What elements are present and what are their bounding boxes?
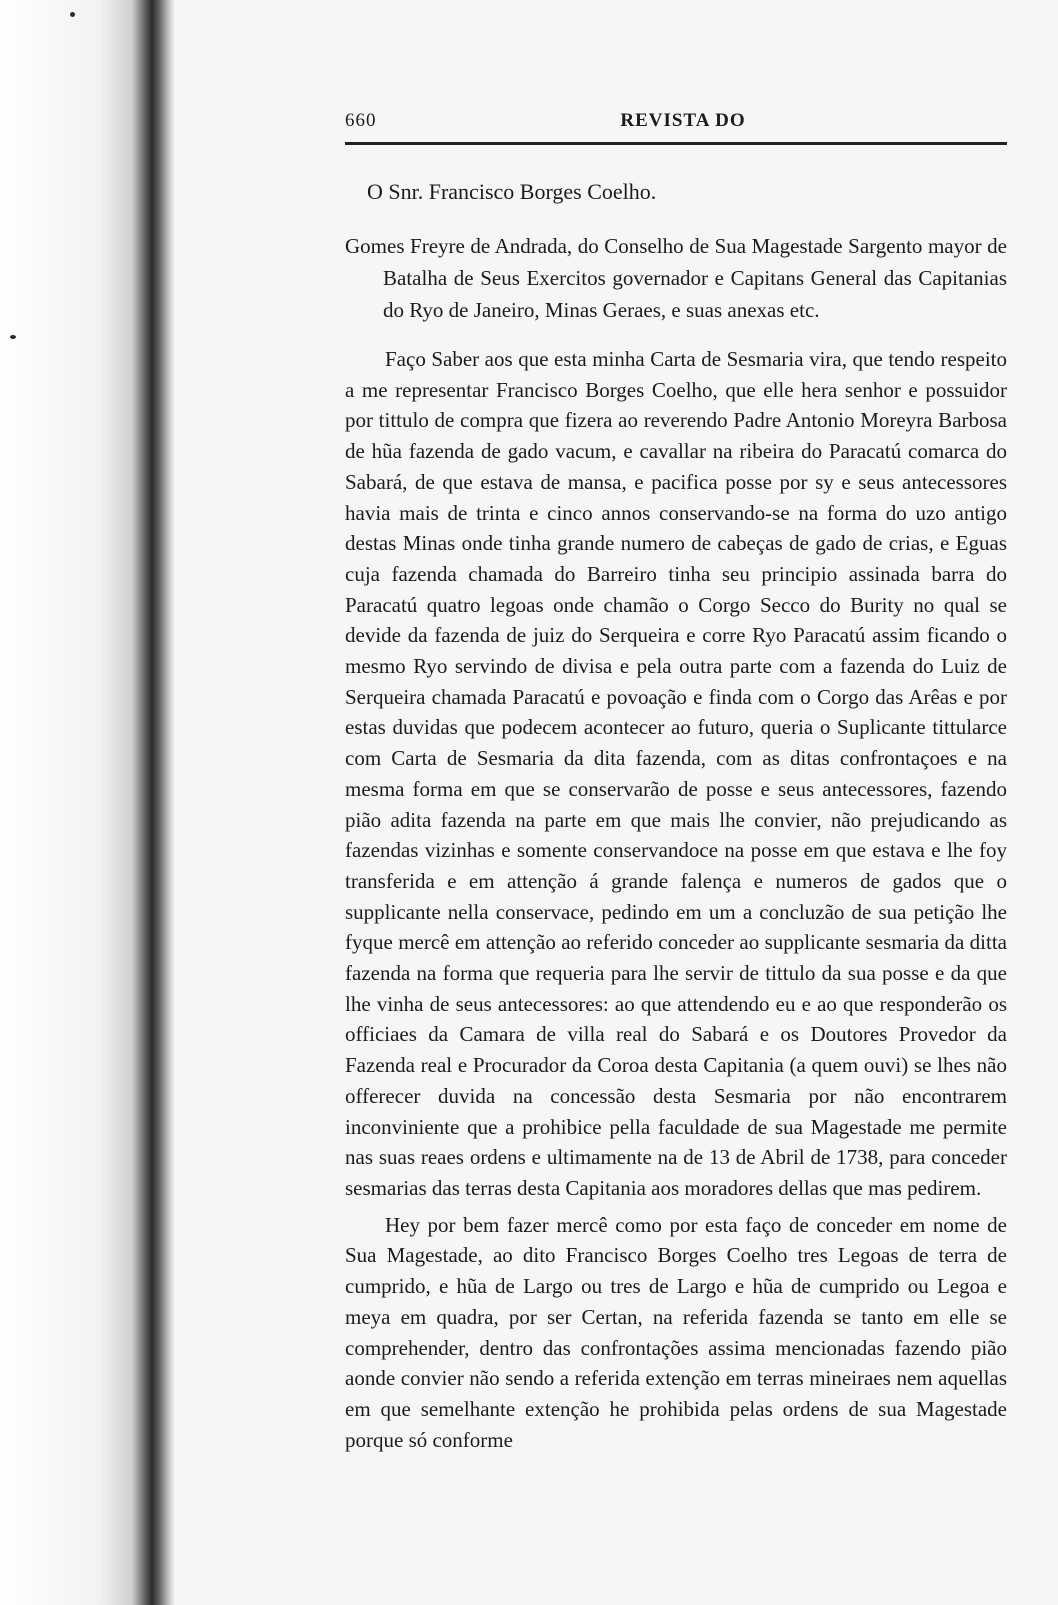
page-number: 660 xyxy=(345,110,377,131)
gutter-speck xyxy=(10,335,16,339)
addressee-line: O Snr. Francisco Borges Coelho. xyxy=(367,179,657,204)
running-title: REVISTA DO xyxy=(620,110,746,131)
page-header xyxy=(345,106,1021,140)
body-paragraph: Faço Saber aos que esta minha Carta de Sesmaria vira, que tendo respeito a me representar Francisco Borges Coelho, que elle hera senhor e possuidor por tittulo de compra que fizera ao reverendo Padre Antonio Moreyra Barbosa de hũa fazenda de gado vacum, e cavallar na ribeira do Paracatú comarca do Sabará, de que estava de mansa, e pacifica posse por sy e seus antecessores havia mais de trinta e cinco annos conservando-se na forma do uzo antigo destas Minas onde tinha grande numero de cabeças de gado de crias, e Eguas cuja fazenda chamada do Barreiro tinha seu principio assinada barra do Paracatú quatro legoas onde chamão o Corgo Secco do Burity no qual se devide da fazenda de juiz do Serqueira e corre Ryo Paracatú assim ficando o mesmo Ryo servindo de divisa e pela outra parte com a fazenda do Luiz de Serqueira chamada Paracatú e povoação e finda com o Corgo das Arêas e por estas duvidas que podecem acontecer ao futuro, queria o Suplicante tittularce com Carta de Sesmaria da dita fazenda, com as ditas confrontaçoes e na mesma forma em que se conservarão de posse e seus antecessores, fazendo pião adita fazenda na parte em que mais lhe convier, não prejudicando as fazendas vizinhas e somente conservandoce na posse em que estava e lhe foy transferida e em attenção á grande falença e numeros de gados que o supplicante nella conservace, pedindo em um a concluzão de sua petição lhe fyque mercê em attenção ao referido conceder ao supplicante sesmaria da ditta fazenda na forma que requeria para lhe servir de tittulo da sua posse e da que lhe vinha de seus antecessores: ao que attendendo eu e ao que responderão os officiaes da Camara de villa real do Sabará e os Doutores Provedor da Fazenda real e Procurador da Coroa desta Capitania (a quem ouvi) se lhes não offerecer duvida na concessão desta Sesmaria por não encontrarem inconviniente que a prohibice pella faculdade de sua Magestade me permite nas suas reaes ordens e ultimamente na de 13 de Abril de 1738, para conceder sesmarias das terras desta Capitania aos moradores dellas que mas pedirem. xyxy=(345,347,1007,1200)
issuer-paragraph: Gomes Freyre de Andrada, do Conselho de Sua Magestade Sargento mayor de Batalha de Seus Exercitos governador e Capitans General das Capitanias do Ryo de Janeiro, Minas Geraes, e suas anexas etc. xyxy=(345,234,1007,322)
header-rule xyxy=(345,142,1007,145)
book-page xyxy=(345,106,1021,1605)
binding-gutter-shadow xyxy=(0,0,175,1605)
body-paragraph: Hey por bem fazer mercê como por esta faço de conceder em nome de Sua Magestade, ao dito Francisco Borges Coelho tres Legoas de terra de cumprido, e hũa de Largo ou tres de Largo e hũa de cumprido ou Legoa e meya em quadra, por ser Certan, na referida fazenda se tanto em elle se comprehender, dentro das confrontações assima mencionadas fazendo pião aonde convier não sendo a referida extenção em terras mineiraes nem aquellas em que semelhante extenção he prohibida pelas ordens de sua Magestade porque só conforme xyxy=(345,1212,1007,1452)
gutter-speck xyxy=(70,12,75,17)
